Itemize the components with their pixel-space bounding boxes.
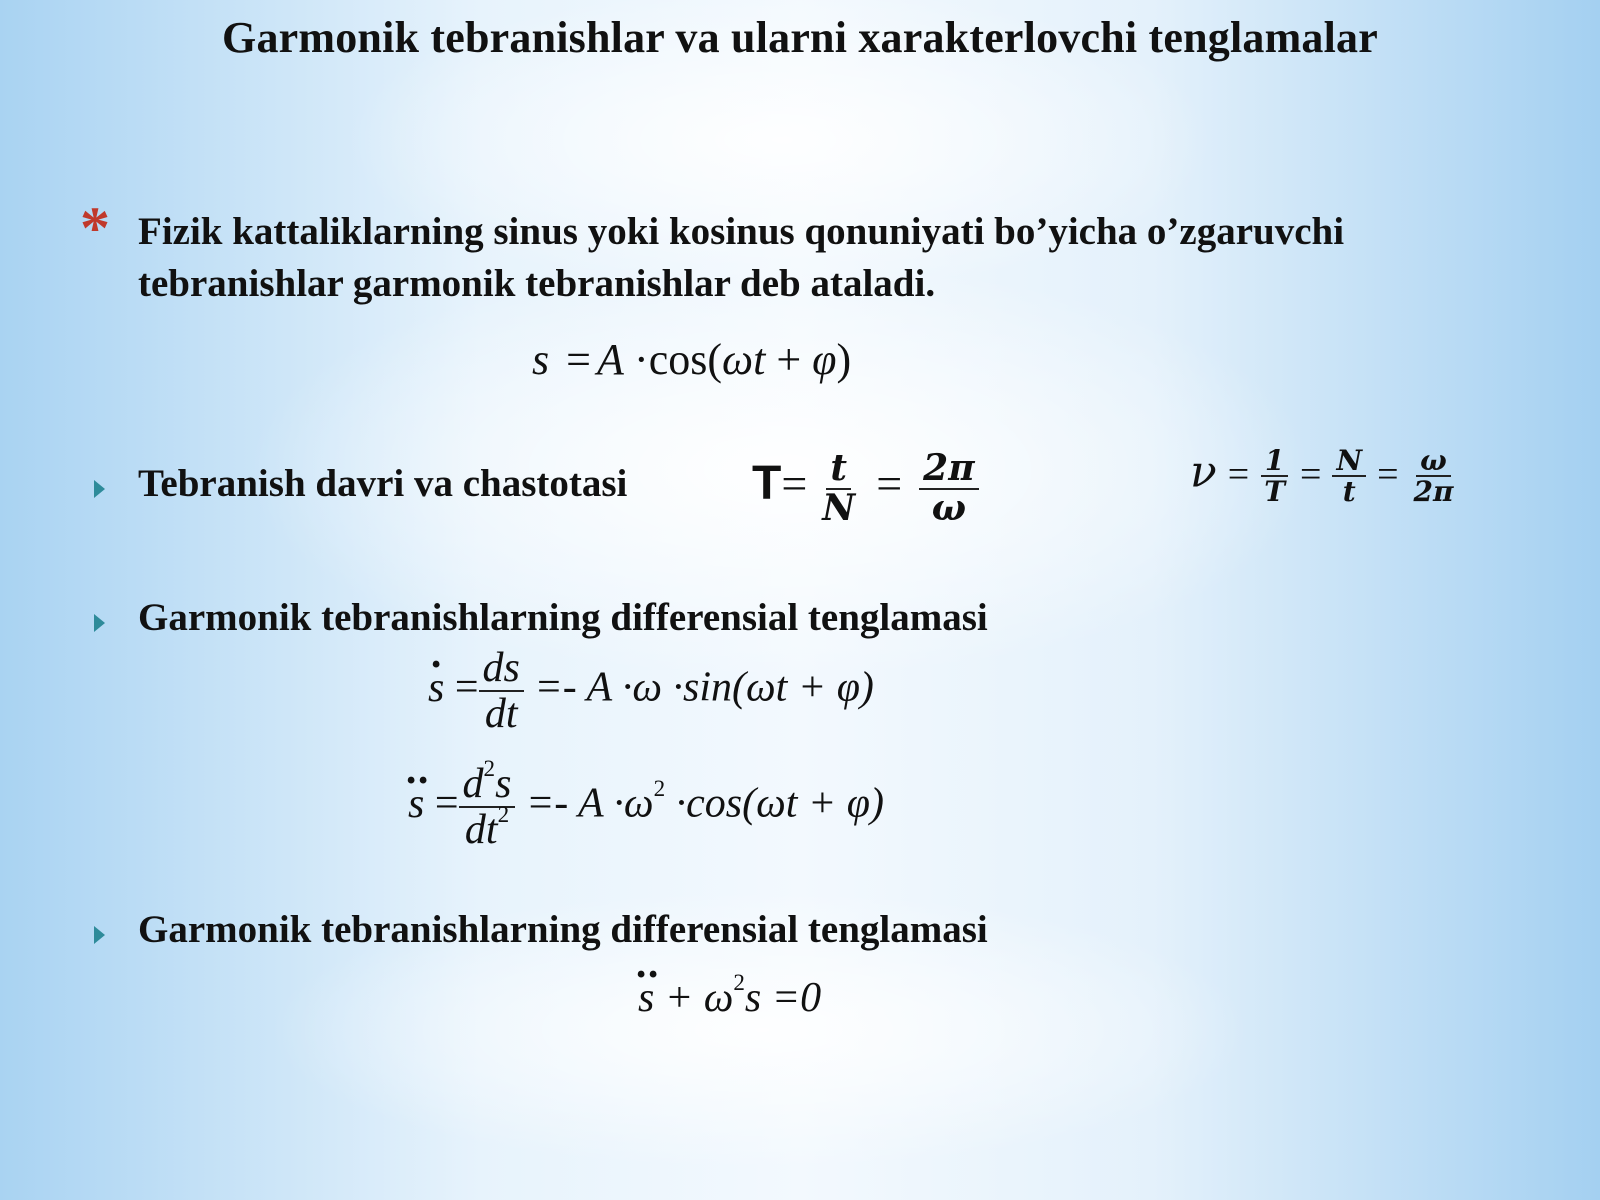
frequency-frac1-num: 1 xyxy=(1261,446,1288,477)
velocity-frac-num: ds xyxy=(479,646,524,692)
frequency-frac-N-t xyxy=(1332,446,1366,507)
bullet-differential-1: Garmonik tebranishlarning differensial tenglamasi xyxy=(138,596,988,639)
oscillator-sup: 2 xyxy=(733,969,745,996)
bullet-arrow-icon xyxy=(94,480,105,498)
acceleration-equation xyxy=(408,755,884,854)
period-eq-1: = xyxy=(781,457,808,509)
period-frac-num: t xyxy=(826,450,851,490)
eq-open: ( xyxy=(707,335,723,384)
frequency-eq-3: = xyxy=(1377,453,1399,496)
acceleration-s-ddot: ·· s xyxy=(408,780,424,828)
intro-text xyxy=(138,206,1558,310)
frequency-nu: 𝜈 xyxy=(1190,447,1217,497)
period-frac-t-N xyxy=(818,447,859,529)
period-frac-2pi-omega xyxy=(919,447,978,529)
oscillator-equation xyxy=(638,969,822,1022)
acceleration-rhs-a: =- A ·ω xyxy=(525,780,654,827)
period-formula xyxy=(752,447,979,529)
frequency-frac-1-T xyxy=(1260,446,1289,507)
period-frac2-den: ω xyxy=(931,486,966,529)
acceleration-num-s: s xyxy=(495,761,512,807)
frequency-frac1-den: T xyxy=(1264,475,1286,509)
acceleration-num-d: d xyxy=(462,761,484,807)
acceleration-frac-den xyxy=(461,801,513,854)
frequency-frac3-num: ω xyxy=(1416,446,1451,477)
acceleration-den-dt: dt xyxy=(464,807,498,854)
period-eq-2: = xyxy=(876,457,903,509)
bullet-arrow-icon xyxy=(94,926,105,944)
bullet-differential-2: Garmonik tebranishlarning differensial tenglamasi xyxy=(138,908,988,951)
eq-cos: cos xyxy=(648,335,708,384)
oscillator-rest: s =0 xyxy=(744,975,822,1021)
slide-title: Garmonik tebranishlar va ularni xarakterlovchi tenglamalar xyxy=(222,13,1378,62)
velocity-equation xyxy=(428,646,874,736)
intro-line-1: Fizik kattaliklarning sinus yoki kosinus qonuniyati bo’yicha o’zgaruvchi xyxy=(138,210,1345,253)
period-T: T xyxy=(752,456,782,510)
frequency-frac2-den: t xyxy=(1342,475,1356,509)
frequency-frac3-den: 2π xyxy=(1413,475,1454,509)
acceleration-d2s-dt2 xyxy=(459,755,516,854)
acceleration-rhs-sup: 2 xyxy=(653,774,666,801)
acceleration-num-sup: 2 xyxy=(483,755,496,782)
eq-omega-t: ωt xyxy=(722,335,766,384)
velocity-s-dot: · s xyxy=(428,664,444,712)
frequency-eq-1: = xyxy=(1227,453,1250,496)
oscillator-s-ddot: ·· s xyxy=(638,974,654,1022)
frequency-eq-2: = xyxy=(1300,453,1322,496)
eq-dot: · xyxy=(634,335,649,384)
frequency-frac2-num: N xyxy=(1332,446,1366,477)
velocity-eq: = xyxy=(454,664,479,711)
acceleration-rhs-b: ·cos(ωt + φ) xyxy=(665,780,884,827)
eq-displacement: s xyxy=(532,335,550,384)
acceleration-den-sup: 2 xyxy=(497,801,510,828)
acceleration-eq: = xyxy=(434,780,459,827)
eq-equals: = xyxy=(566,335,591,384)
eq-phi: φ xyxy=(812,335,837,384)
velocity-frac-den: dt xyxy=(484,691,518,738)
eq-close: ) xyxy=(836,335,852,384)
bullet-period: Tebranish davri va chastotasi xyxy=(138,462,628,505)
velocity-rhs: =- A ·ω ·sin(ωt + φ) xyxy=(534,664,874,711)
eq-amplitude: A xyxy=(596,335,624,384)
eq-plus: + xyxy=(776,335,802,384)
asterisk-bullet-icon: * xyxy=(80,195,110,261)
oscillator-plus-omega: + ω xyxy=(654,975,734,1021)
frequency-formula xyxy=(1190,446,1457,507)
period-frac-den: N xyxy=(822,486,856,529)
velocity-ds-dt xyxy=(479,646,524,736)
period-frac2-num: 2π xyxy=(919,450,978,490)
intro-line-2: tebranishlar garmonik tebranishlar deb ataladi. xyxy=(138,262,936,305)
frequency-frac-omega-2pi xyxy=(1410,446,1458,507)
bullet-arrow-icon xyxy=(94,614,105,632)
harmonic-equation xyxy=(532,334,851,385)
